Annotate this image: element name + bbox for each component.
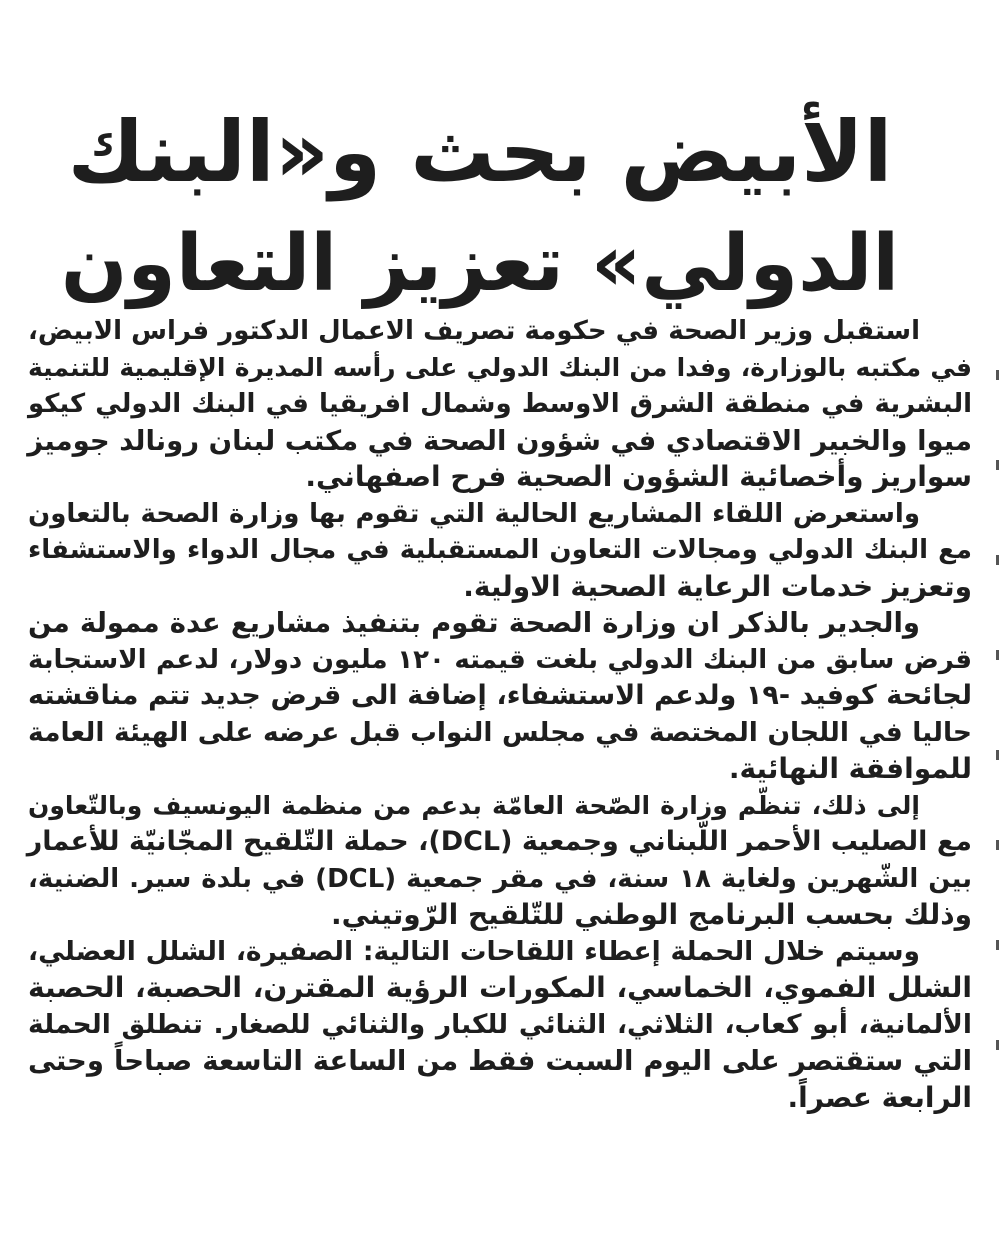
text-line: إلى ذلك، تنظّم وزارة الصّحة العامّة بدعم من منظمة اليونسيف وبالتّعاون [28, 790, 920, 820]
adjacent-column-edge [994, 350, 1000, 1150]
text-line: وسيتم خلال الحملة إعطاء اللقاحات التالية: الصفيرة، الشلل العضلي، [28, 935, 920, 967]
text-line: سواريز وأخصائية الشؤون الصحية فرح اصفهاني. [305, 460, 972, 493]
headline-line-2: الدولي» تعزيز التعاون [60, 219, 900, 310]
edge-mark [996, 750, 999, 760]
edge-mark [996, 650, 999, 660]
edge-mark [996, 460, 999, 470]
text-line: واستعرض اللقاء المشاريع الحالية التي تقوم بها وزارة الصحة بالتعاون [28, 498, 920, 529]
text-line: حاليا في اللجان المختصة في مجلس النواب قبل عرضه على الهيئة العامة [28, 716, 972, 748]
edge-mark [996, 940, 999, 950]
paragraph-1 [28, 313, 972, 496]
edge-mark [996, 840, 999, 850]
text-line: استقبل وزير الصحة في حكومة تصريف الاعمال الدكتور فراس الابيض، [28, 316, 920, 346]
text-line: مع الصليب الأحمر اللّبناني وجمعية (DCL)، حملة التّلقيح المجّانيّة للأعمار [26, 826, 972, 857]
text-line: البشرية في منطقة الشرق الاوسط وشمال افريقيا في البنك الدولي كيكو [28, 389, 972, 419]
headline-line-1: الأبيض بحث و«البنك [67, 103, 893, 202]
text-line: الرابعة عصراً. [787, 1080, 972, 1114]
text-line: مع البنك الدولي ومجالات التعاون المستقبلية في مجال الدواء والاستشفاء [28, 535, 972, 565]
text-line: وذلك بحسب البرنامج الوطني للتّلقيح الرّوتيني. [330, 898, 972, 931]
edge-mark [996, 555, 999, 565]
paragraph-3 [28, 605, 972, 788]
text-line: بين الشّهرين ولغاية ١٨ سنة، في مقر جمعية (DCL) في بلدة سير. الضنية، [28, 863, 973, 894]
article-body [28, 313, 972, 1116]
text-line: قرض سابق من البنك الدولي بلغت قيمته ١٢٠ مليون دولار، لدعم الاستجابة [28, 644, 973, 675]
text-line: للموافقة النهائية. [728, 752, 972, 785]
text-line: الألمانية، أبو كعاب، الثلاثي، الثنائي للكبار والثنائي للصغار. تنطلق الحملة [28, 1008, 972, 1040]
text-line: ميوا والخبير الاقتصادي في شؤون الصحة في مكتب لبنان رونالد جوميز [27, 424, 972, 457]
headline [60, 96, 900, 320]
text-line: التي ستقتصر على اليوم السبت فقط من الساعة التاسعة صباحاً وحتى [28, 1045, 972, 1077]
text-line: لجائحة كوفيد -١٩ ولدعم الاستشفاء، إضافة الى قرض جديد تتم مناقشته [28, 680, 972, 711]
paragraph-4 [28, 788, 972, 934]
paragraph-2 [28, 496, 972, 606]
text-line: في مكتبه بالوزارة، وفدا من البنك الدولي على رأسه المديرة الإقليمية للتنمية [28, 352, 972, 382]
edge-mark [996, 1040, 999, 1050]
text-line: وتعزيز خدمات الرعاية الصحية الاولية. [463, 569, 972, 603]
text-line: الشلل الفموي، الخماسي، المكورات الرؤية المقترن، الحصبة، الحصبة [28, 971, 972, 1004]
paragraph-5 [28, 934, 972, 1117]
text-line: والجدير بالذكر ان وزارة الصحة تقوم بتنفيذ مشاريع عدة ممولة من [28, 607, 920, 639]
edge-mark [996, 370, 999, 380]
